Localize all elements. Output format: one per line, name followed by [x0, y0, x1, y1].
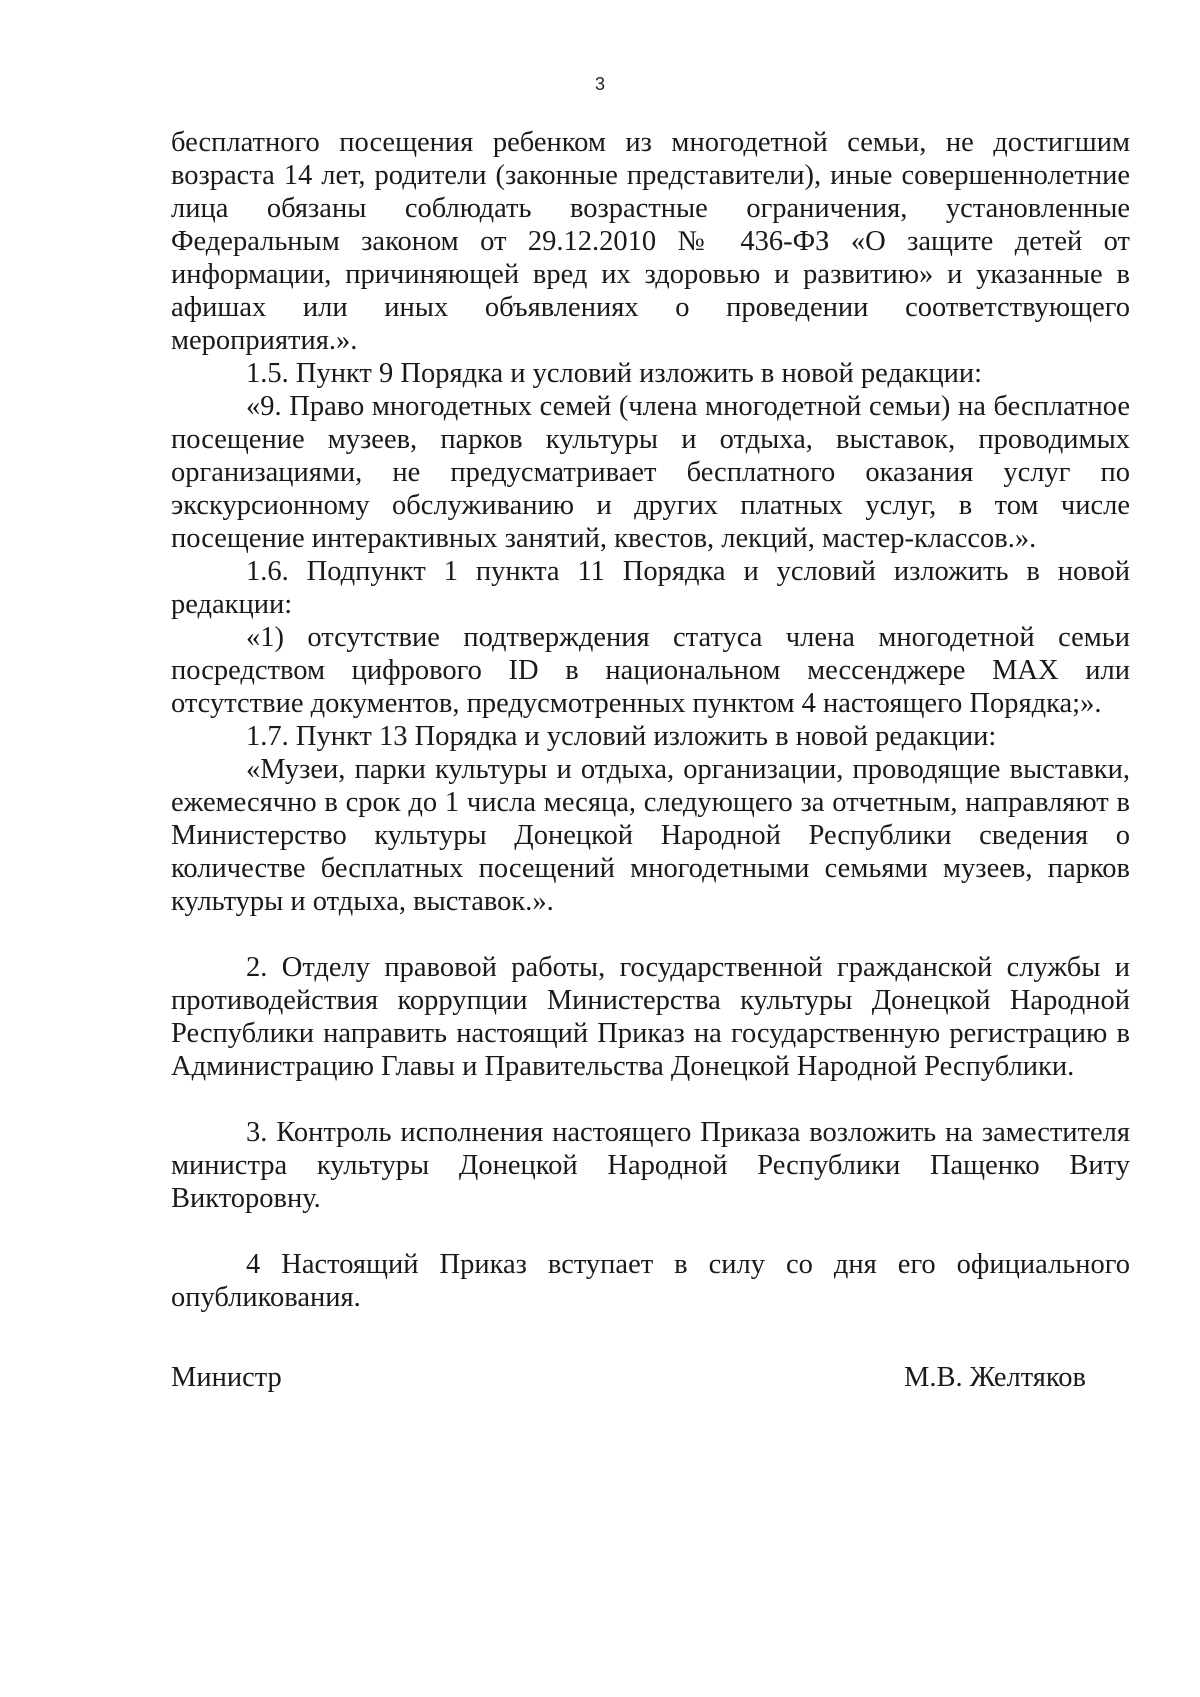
paragraph-1-5-text: «9. Право многодетных семей (члена многодетной семьи) на бесплатное посещение музеев, парков культуры и отдыха, выставок, проводимых организациями, не предусматривает бесплатного оказания услуг по экскурсионному обслуживанию и других платных услуг, в том числе посещение интерактивных занятий, квестов, лекций, мастер-классов.».: [171, 391, 1130, 554]
paragraph-1-6-text: «1) отсутствие подтверждения статуса члена многодетной семьи посредством цифрового ID в национальном мессенджере MAX или отсутствие документов, предусмотренных пунктом 4 настоящего Порядка;».: [171, 622, 1130, 719]
paragraph-continuation: бесплатного посещения ребенком из многодетной семьи, не достигшим возраста 14 лет, родители (законные представители), иные совершеннолетние лица обязаны соблюдать возрастные ограничения, установленные Федеральным законом от 29.12.2010 № 436-ФЗ «О защите детей от информации, причиняющей вред их здоровью и развитию» и указанные в афишах или иных объявлениях о проведении соответствующего мероприятия.».: [171, 127, 1130, 356]
paragraph-1-5-heading: 1.5. Пункт 9 Порядка и условий изложить в новой редакции:: [246, 358, 983, 389]
document-body: [171, 126, 1130, 1314]
paragraph-1-7-heading: 1.7. Пункт 13 Порядка и условий изложить в новой редакции:: [246, 721, 997, 752]
paragraph-3: 3. Контроль исполнения настоящего Приказа возложить на заместителя министра культуры Донецкой Народной Республики Пащенко Виту Викторовну.: [171, 1117, 1130, 1214]
signature-position: Министр: [171, 1362, 282, 1393]
signature-block: [171, 1361, 1086, 1394]
paragraph-1-7-text: «Музеи, парки культуры и отдыха, организации, проводящие выставки, ежемесячно в срок до 1 числа месяца, следующего за отчетным, направляют в Министерство культуры Донецкой Народной Республики сведения о количестве бесплатных посещений многодетными семьями музеев, парков культуры и отдыха, выставок.».: [171, 754, 1130, 917]
paragraph-1-6-heading: 1.6. Подпункт 1 пункта 11 Порядка и условий изложить в новой редакции:: [171, 556, 1130, 620]
page-number: 3: [594, 74, 605, 94]
paragraph-2: 2. Отделу правовой работы, государственной гражданской службы и противодействия коррупции Министерства культуры Донецкой Народной Республики направить настоящий Приказ на государственную регистрацию в Администрацию Главы и Правительства Донецкой Народной Республики.: [171, 952, 1130, 1082]
signature-name: М.В. Желтяков: [904, 1362, 1086, 1393]
paragraph-4: 4 Настоящий Приказ вступает в силу со дня его официального опубликования.: [171, 1249, 1130, 1313]
